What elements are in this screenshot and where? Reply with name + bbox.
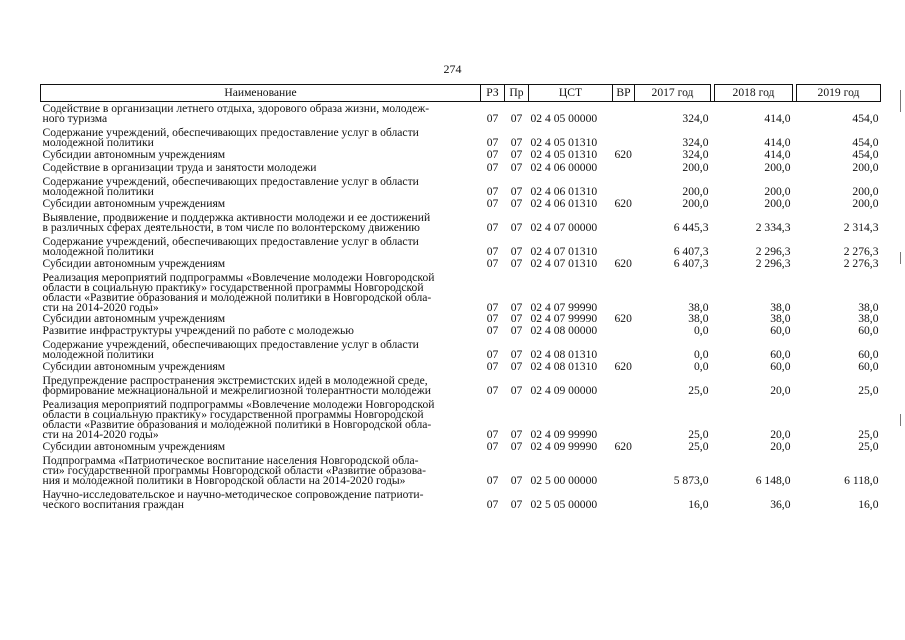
row-pr: 07: [510, 428, 523, 441]
row-vr: 620: [614, 148, 632, 161]
row-rz: 07: [486, 312, 499, 325]
row-2018: 200,0: [764, 197, 791, 210]
row-2017: 0,0: [694, 324, 709, 337]
row-2018: 20,0: [770, 428, 791, 441]
row-rz: 07: [486, 384, 499, 397]
row-2017: 324,0: [682, 136, 709, 149]
row-2018: 60,0: [770, 348, 791, 361]
row-2019: 454,0: [852, 112, 879, 125]
row-name: Субсидии автономным учреждениям: [42, 257, 226, 270]
row-2018: 6 148,0: [755, 474, 791, 487]
row-rz: 07: [486, 112, 499, 125]
row-name: Предупреждение распространения экстремистских идей в молодежной среде, формирование межнациональной и межрелигиозной толерантности молодежи: [42, 374, 431, 397]
row-pr: 07: [510, 112, 523, 125]
row-rz: 07: [486, 245, 499, 258]
table-row: [41, 233, 881, 257]
row-cst: 02 5 05 00000: [530, 498, 598, 511]
margin-mark: [900, 414, 901, 426]
row-rz: 07: [486, 498, 499, 511]
row-vr: [613, 372, 635, 396]
row-cst: 02 4 07 01310: [530, 257, 598, 270]
row-cst: 02 4 06 01310: [530, 185, 598, 198]
row-pr: 07: [510, 324, 523, 337]
row-2018: 2 296,3: [755, 245, 791, 258]
row-name: Содержание учреждений, обеспечивающих предоставление услуг в области молодежной политики: [42, 175, 419, 198]
margin-mark: [900, 90, 901, 112]
row-name: Развитие инфраструктуры учреждений по работе с молодежью: [42, 324, 354, 337]
row-name: Реализация мероприятий подпрограммы «Вовлечение молодежи Новгородской области в социальную практику» государственной программы Новгородской области «Развитие образования и молодежной политики в Новгородской обла- сти на 2014-2020 годы»: [42, 271, 435, 314]
row-2018: 36,0: [770, 498, 791, 511]
row-cst: 02 4 05 01310: [530, 136, 598, 149]
row-2019: 2 276,3: [843, 245, 879, 258]
table-row: [41, 360, 881, 372]
row-2018: 414,0: [764, 136, 791, 149]
row-name: Субсидии автономным учреждениям: [42, 360, 226, 373]
row-rz: 07: [486, 440, 499, 453]
row-2019: 200,0: [852, 197, 879, 210]
row-2017: 6 407,3: [673, 245, 709, 258]
row-vr: [613, 160, 635, 173]
row-2017: 16,0: [688, 498, 709, 511]
row-2017: 25,0: [688, 440, 709, 453]
row-2019: 454,0: [852, 136, 879, 149]
row-2017: 6 445,3: [673, 221, 709, 234]
row-name: Научно-исследовательское и научно-методическое сопровождение патриоти- ческого воспитания граждан: [42, 488, 424, 511]
row-name: Выявление, продвижение и поддержка активности молодежи и ее достижений в различных сферах деятельности, в том числе по волонтерскому движению: [42, 211, 431, 234]
row-name: Субсидии автономным учреждениям: [42, 440, 226, 453]
row-vr: 620: [614, 257, 632, 270]
row-cst: 02 4 07 01310: [530, 245, 598, 258]
row-pr: 07: [510, 474, 523, 487]
row-cst: 02 4 08 01310: [530, 348, 598, 361]
row-pr: 07: [510, 197, 523, 210]
row-2018: 38,0: [770, 301, 791, 314]
row-pr: 07: [510, 348, 523, 361]
row-cst: 02 4 07 99990: [530, 301, 598, 314]
row-cst: 02 4 06 01310: [530, 197, 598, 210]
table-row: [41, 102, 881, 125]
row-2018: 60,0: [770, 324, 791, 337]
row-2018: 2 334,3: [755, 221, 791, 234]
header-vr: ВР: [613, 85, 635, 102]
row-2018: 414,0: [764, 148, 791, 161]
row-pr: 07: [510, 161, 523, 174]
page-number: 274: [443, 62, 462, 76]
row-vr: [613, 486, 635, 510]
row-2018: 414,0: [764, 112, 791, 125]
row-2018: 200,0: [764, 185, 791, 198]
row-rz: 07: [486, 221, 499, 234]
row-2019: 2 276,3: [843, 257, 879, 270]
row-cst: 02 4 09 99990: [530, 440, 598, 453]
row-2019: 200,0: [852, 161, 879, 174]
table-row: [41, 336, 881, 360]
row-cst: 02 5 00 00000: [530, 474, 598, 487]
row-pr: 07: [510, 136, 523, 149]
row-cst: 02 4 09 99990: [530, 428, 598, 441]
row-name: Реализация мероприятий подпрограммы «Вовлечение молодежи Новгородской области в социальную практику» государственной программы Новгородской области «Развитие образования и молодежной политики в Новгородской обла- сти на 2014-2020 годы»: [42, 398, 435, 441]
row-cst: 02 4 05 00000: [530, 112, 598, 125]
row-vr: [613, 269, 635, 313]
row-2019: 25,0: [858, 440, 879, 453]
row-2017: 38,0: [688, 301, 709, 314]
row-rz: 07: [486, 185, 499, 198]
row-2017: 25,0: [688, 428, 709, 441]
row-name: Субсидии автономным учреждениям: [42, 197, 226, 210]
row-vr: 620: [614, 440, 632, 453]
table-row: [41, 173, 881, 197]
row-2017: 6 407,3: [673, 257, 709, 270]
row-2017: 0,0: [694, 348, 709, 361]
header-2019: 2019 год: [797, 85, 881, 102]
row-rz: 07: [486, 197, 499, 210]
header-2017: 2017 год: [635, 85, 711, 102]
row-name: Содержание учреждений, обеспечивающих предоставление услуг в области молодежной политики: [42, 126, 419, 149]
row-name: Субсидии автономным учреждениям: [42, 148, 226, 161]
table-row: [41, 452, 881, 486]
table-row: [41, 124, 881, 148]
row-2017: 25,0: [688, 384, 709, 397]
table-row: [41, 324, 881, 336]
row-rz: 07: [486, 348, 499, 361]
row-2017: 38,0: [688, 312, 709, 325]
row-pr: 07: [510, 301, 523, 314]
table-row: [41, 197, 881, 209]
row-cst: 02 4 07 99990: [530, 312, 598, 325]
row-2018: 60,0: [770, 360, 791, 373]
table-row: [41, 440, 881, 452]
row-cst: 02 4 08 01310: [530, 360, 598, 373]
row-vr: 620: [614, 312, 632, 325]
row-2019: 25,0: [858, 384, 879, 397]
row-2019: 38,0: [858, 301, 879, 314]
row-2017: 324,0: [682, 148, 709, 161]
row-vr: [613, 336, 635, 360]
row-2017: 0,0: [694, 360, 709, 373]
row-2019: 60,0: [858, 348, 879, 361]
row-2019: 454,0: [852, 148, 879, 161]
header-2018: 2018 год: [715, 85, 793, 102]
row-2019: 60,0: [858, 360, 879, 373]
row-2019: 200,0: [852, 185, 879, 198]
row-cst: 02 4 09 00000: [530, 384, 598, 397]
row-pr: 07: [510, 148, 523, 161]
row-pr: 07: [510, 257, 523, 270]
row-vr: [613, 173, 635, 197]
row-2017: 5 873,0: [673, 474, 709, 487]
row-2019: 38,0: [858, 312, 879, 325]
header-cst: ЦСТ: [529, 85, 613, 102]
row-cst: 02 4 05 01310: [530, 148, 598, 161]
row-vr: [613, 396, 635, 440]
row-pr: 07: [510, 245, 523, 258]
row-pr: 07: [510, 384, 523, 397]
row-2017: 200,0: [682, 185, 709, 198]
row-pr: 07: [510, 498, 523, 511]
header-pr: Пр: [505, 85, 529, 102]
table-row: [41, 396, 881, 440]
row-rz: 07: [486, 148, 499, 161]
budget-table: [40, 84, 881, 510]
row-rz: 07: [486, 301, 499, 314]
table-row: [41, 313, 881, 324]
header-rz: РЗ: [481, 85, 505, 102]
row-2017: 200,0: [682, 197, 709, 210]
row-rz: 07: [486, 324, 499, 337]
row-cst: 02 4 08 00000: [530, 324, 598, 337]
row-2018: 200,0: [764, 161, 791, 174]
row-name: Содействие в организации труда и занятости молодежи: [42, 161, 317, 174]
table-header-row: [41, 85, 881, 102]
row-2019: 2 314,3: [843, 221, 879, 234]
row-2019: 25,0: [858, 428, 879, 441]
row-2019: 60,0: [858, 324, 879, 337]
row-pr: 07: [510, 312, 523, 325]
row-cst: 02 4 06 00000: [530, 161, 598, 174]
row-rz: 07: [486, 474, 499, 487]
row-pr: 07: [510, 185, 523, 198]
row-2018: 38,0: [770, 312, 791, 325]
row-rz: 07: [486, 360, 499, 373]
table-row: [41, 257, 881, 269]
row-vr: 620: [614, 197, 632, 210]
table-body: [41, 102, 881, 511]
margin-mark: [900, 252, 901, 264]
table-row: [41, 209, 881, 233]
row-cst: 02 4 07 00000: [530, 221, 598, 234]
row-name: Содержание учреждений, обеспечивающих предоставление услуг в области молодежной политики: [42, 235, 419, 258]
row-name: Субсидии автономным учреждениям: [42, 312, 226, 325]
row-vr: [613, 233, 635, 257]
row-vr: [613, 324, 635, 336]
row-pr: 07: [510, 221, 523, 234]
row-2018: 20,0: [770, 440, 791, 453]
row-2018: 2 296,3: [755, 257, 791, 270]
row-vr: 620: [614, 360, 632, 373]
row-pr: 07: [510, 440, 523, 453]
table-row: [41, 148, 881, 160]
row-rz: 07: [486, 136, 499, 149]
row-2017: 324,0: [682, 112, 709, 125]
row-2018: 20,0: [770, 384, 791, 397]
table-row: [41, 372, 881, 396]
row-vr: [613, 452, 635, 486]
row-name: Подпрограмма «Патриотическое воспитание населения Новгородской обла- сти» государственной программы Новгородской области «Развитие образова- ния и молодежной политики в Новгородской области на 2014-2020 годы»: [42, 454, 427, 487]
table-row: [41, 269, 881, 313]
row-name: Содержание учреждений, обеспечивающих предоставление услуг в области молодежной политики: [42, 338, 419, 361]
row-vr: [613, 209, 635, 233]
row-vr: [613, 124, 635, 148]
row-rz: 07: [486, 428, 499, 441]
header-name: Наименование: [41, 85, 481, 102]
table-row: [41, 486, 881, 510]
row-2017: 200,0: [682, 161, 709, 174]
row-2019: 16,0: [858, 498, 879, 511]
table-row: [41, 160, 881, 173]
row-vr: [613, 102, 635, 125]
row-name: Содействие в организации летнего отдыха, здорового образа жизни, молодеж- ного туризма: [42, 102, 430, 125]
row-pr: 07: [510, 360, 523, 373]
row-2019: 6 118,0: [844, 474, 879, 487]
row-rz: 07: [486, 257, 499, 270]
row-rz: 07: [486, 161, 499, 174]
